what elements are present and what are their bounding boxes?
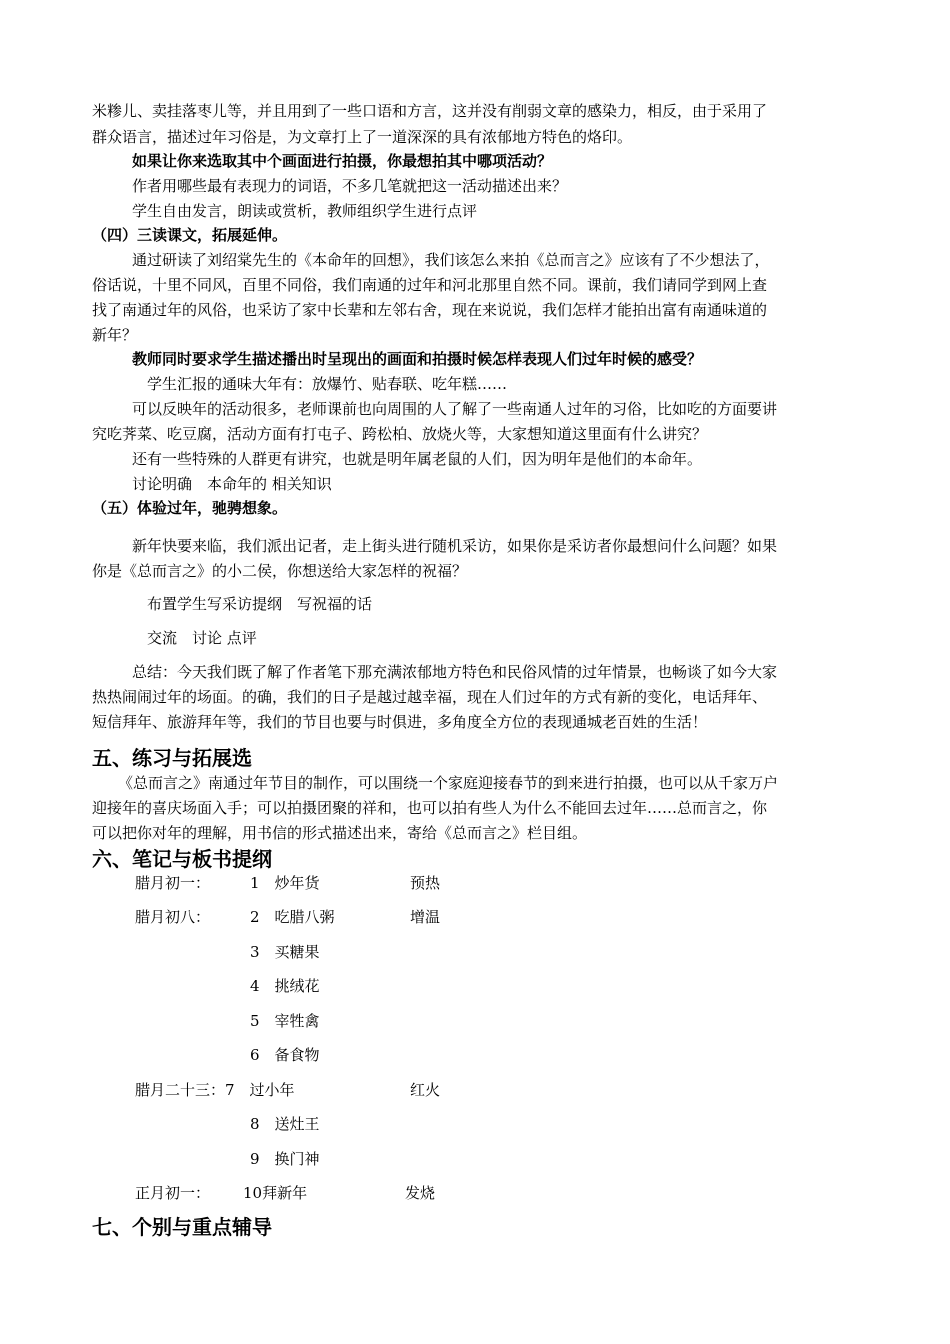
paragraph-line: 迎接年的喜庆场面入手；可以拍摄团聚的祥和，也可以拍有些人为什么不能回去过年……总而言之，你 xyxy=(92,799,768,817)
outline-item: 4 挑绒花 xyxy=(250,977,320,995)
paragraph-line: 学生汇报的通味大年有：放爆竹、贴春联、吃年糕…… xyxy=(147,375,508,393)
paragraph-line: 交流 讨论 点评 xyxy=(147,629,257,647)
outline-date: 腊月初八： xyxy=(135,908,211,926)
section6-heading: 六、笔记与板书提纲 xyxy=(92,847,272,871)
paragraph-line: 米糁儿、卖挂落枣儿等，并且用到了一些口语和方言，这并没有削弱文章的感染力，相反，由于采用了 xyxy=(92,102,768,120)
outline-stage: 红火 xyxy=(410,1081,441,1099)
paragraph-line: 新年？ xyxy=(92,326,138,344)
outline-item: 10拜新年 xyxy=(243,1184,308,1202)
outline-item: 6 备食物 xyxy=(250,1046,320,1064)
outline-item: 2 吃腊八粥 xyxy=(250,908,335,926)
paragraph-line: 布置学生写采访提纲 写祝福的话 xyxy=(147,595,373,613)
paragraph-line: 总结：今天我们既了解了作者笔下那充满浓郁地方特色和民俗风情的过年情景，也畅谈了如今大家 xyxy=(132,663,778,681)
paragraph-line: 作者用哪些最有表现力的词语，不多几笔就把这一活动描述出来？ xyxy=(132,177,568,195)
outline-stage: 增温 xyxy=(410,908,441,926)
section5-heading: 五、练习与拓展选 xyxy=(92,746,252,770)
paragraph-line: 还有一些特殊的人群更有讲究，也就是明年属老鼠的人们，因为明年是他们的本命年。 xyxy=(132,450,703,468)
paragraph-line: 群众语言，描述过年习俗是，为文章打上了一道深深的具有浓郁地方特色的烙印。 xyxy=(92,128,633,146)
paragraph-line: 短信拜年、旅游拜年等，我们的节目也要与时俱进，多角度全方位的表现通城老百姓的生活！ xyxy=(92,713,708,731)
outline-item: 5 宰牲禽 xyxy=(250,1012,320,1030)
paragraph-line: 找了南通过年的风俗，也采访了家中长辈和左邻右舍，现在来说说，我们怎样才能拍出富有南通味道的 xyxy=(92,301,768,319)
paragraph-line: 讨论明确 本命年的 相关知识 xyxy=(132,475,332,493)
outline-item: 9 换门神 xyxy=(250,1150,320,1168)
paragraph-line: 通过研读了刘绍棠先生的《本命年的回想》，我们该怎么来拍《总而言之》应该有了不少想法了， xyxy=(132,251,770,269)
paragraph-line: 《总而言之》南通过年节目的制作，可以围绕一个家庭迎接春节的到来进行拍摄，也可以从千家万户 xyxy=(118,774,779,792)
paragraph-line: 新年快要来临，我们派出记者，走上街头进行随机采访，如果你是采访者你最想问什么问题？如果 xyxy=(132,537,778,555)
paragraph-line: 可以反映年的活动很多，老师课前也向周围的人了解了一些南通人过年的习俗，比如吃的方面要讲 xyxy=(132,400,778,418)
outline-date: 腊月初一： xyxy=(135,874,211,892)
bold-question: 如果让你来选取其中个画面进行拍摄，你最想拍其中哪项活动？ xyxy=(132,152,553,170)
outline-item: 3 买糖果 xyxy=(250,943,320,961)
paragraph-line: 俗话说，十里不同风，百里不同俗，我们南通的过年和河北那里自然不同。课前，我们请同学到网上查 xyxy=(92,276,768,294)
section7-heading: 七、个别与重点辅导 xyxy=(92,1215,272,1239)
step4-heading: （四）三读课文，拓展延伸。 xyxy=(92,226,288,244)
outline-stage: 发烧 xyxy=(405,1184,436,1202)
outline-item: 1 炒年货 xyxy=(250,874,320,892)
paragraph-line: 可以把你对年的理解，用书信的形式描述出来，寄给《总而言之》栏目组。 xyxy=(92,824,588,842)
outline-item: 8 送灶王 xyxy=(250,1115,320,1133)
paragraph-line: 你是《总而言之》的小二侯，你想送给大家怎样的祝福？ xyxy=(92,562,468,580)
paragraph-line: 学生自由发言，朗读或赏析，教师组织学生进行点评 xyxy=(132,202,478,220)
outline-date: 正月初一： xyxy=(135,1184,211,1202)
bold-question: 教师同时要求学生描述播出时呈现出的画面和拍摄时候怎样表现人们过年时候的感受？ xyxy=(132,350,703,368)
step5-heading: （五）体验过年，驰骋想象。 xyxy=(92,499,288,517)
paragraph-line: 热热闹闹过年的场面。的确，我们的日子是越过越幸福，现在人们过年的方式有新的变化，电话拜年、 xyxy=(92,688,768,706)
paragraph-line: 究吃荠菜、吃豆腐，活动方面有打屯子、跨松柏、放烧火等，大家想知道这里面有什么讲究？ xyxy=(92,425,708,443)
outline-date: 腊月二十三：7 过小年 xyxy=(135,1081,295,1099)
outline-stage: 预热 xyxy=(410,874,441,892)
